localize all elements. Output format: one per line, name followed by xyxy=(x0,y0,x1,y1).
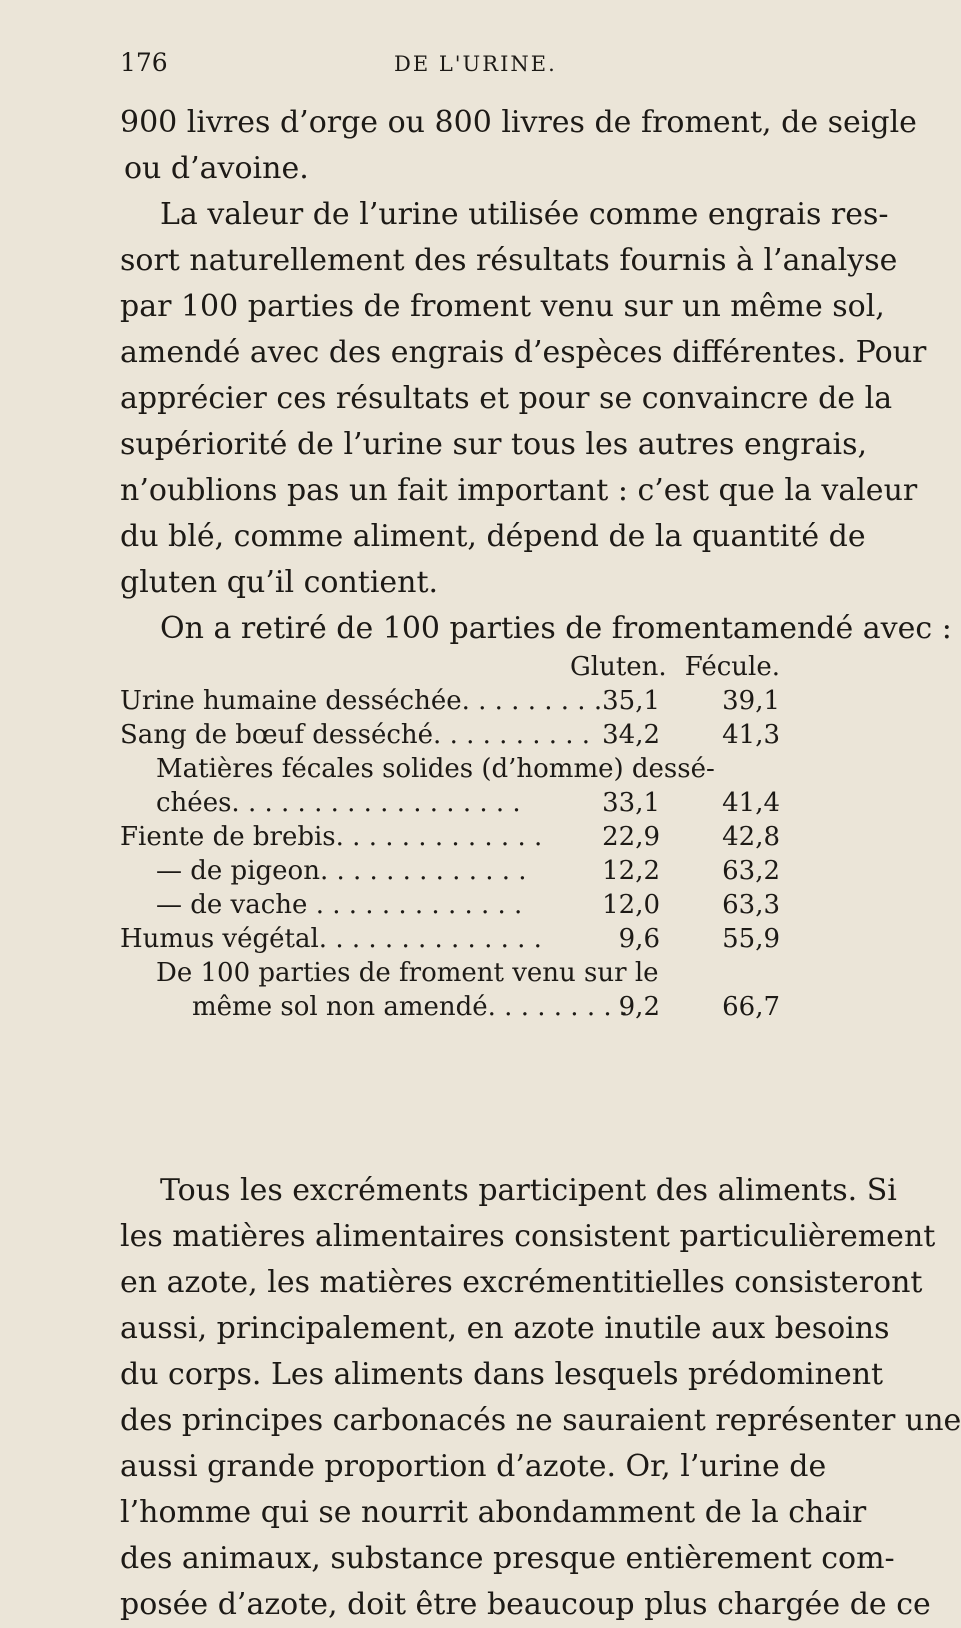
page-header xyxy=(120,48,780,78)
row-label: — de vache . . . . . . . . . . . . . xyxy=(156,890,523,920)
table-row xyxy=(120,752,780,786)
composition-table xyxy=(120,650,780,1024)
row-label: Sang de bœuf desséché. . . . . . . . . . xyxy=(120,720,591,750)
text-line: supériorité de l’urine sur tous les autres engrais, xyxy=(120,427,868,462)
text-line: par 100 parties de froment venu sur un même sol, xyxy=(120,289,885,324)
text-line: ou d’avoine. xyxy=(124,151,309,186)
table-row xyxy=(120,956,780,990)
fecule-value: 41,4 xyxy=(722,788,780,818)
row-label: Humus végétal. . . . . . . . . . . . . . xyxy=(120,924,542,954)
text-line: des principes carbonacés ne sauraient représenter une xyxy=(120,1403,961,1438)
text-line: en azote, les matières excrémentitielles consisteront xyxy=(120,1265,923,1300)
gluten-value: 9,6 xyxy=(618,924,660,954)
gluten-value: 33,1 xyxy=(602,788,660,818)
table-row xyxy=(120,820,780,854)
text-line: On a retiré de 100 parties de fromentamendé avec : xyxy=(160,611,952,646)
fecule-value: 63,3 xyxy=(722,890,780,920)
fecule-value: 41,3 xyxy=(722,720,780,750)
text-line: du corps. Les aliments dans lesquels prédominent xyxy=(120,1357,884,1392)
text-line: du blé, comme aliment, dépend de la quantité de xyxy=(120,519,866,554)
row-label: Urine humaine desséchée. . . . . . . . . xyxy=(120,686,603,716)
fecule-value: 55,9 xyxy=(722,924,780,954)
gluten-value: 34,2 xyxy=(602,720,660,750)
fecule-value: 42,8 xyxy=(722,822,780,852)
column-header-gluten: Gluten. xyxy=(570,652,667,682)
fecule-value: 39,1 xyxy=(722,686,780,716)
text-line: aussi grande proportion d’azote. Or, l’urine de xyxy=(120,1449,827,1484)
page-number: 176 xyxy=(120,48,168,77)
text-line: apprécier ces résultats et pour se convaincre de la xyxy=(120,381,893,416)
text-line: l’homme qui se nourrit abondamment de la chair xyxy=(120,1495,867,1530)
row-label: Matières fécales solides (d’homme) dessé- xyxy=(156,754,715,784)
text-line: les matières alimentaires consistent particulièrement xyxy=(120,1219,936,1254)
gluten-value: 35,1 xyxy=(602,686,660,716)
text-line: des animaux, substance presque entièrement com- xyxy=(120,1541,895,1576)
paragraph-3 xyxy=(120,1168,961,1628)
gluten-value: 12,0 xyxy=(602,890,660,920)
text-line: posée d’azote, doit être beaucoup plus chargée de ce xyxy=(120,1587,931,1622)
text-line: gluten qu’il contient. xyxy=(120,565,439,600)
table-row xyxy=(120,786,780,820)
row-label: même sol non amendé. . . . . . . . . xyxy=(192,992,629,1022)
text-line: n’oublions pas un fait important : c’est que la valeur xyxy=(120,473,918,508)
text-line: aussi, principalement, en azote inutile aux besoins xyxy=(120,1311,890,1346)
fecule-value: 63,2 xyxy=(722,856,780,886)
column-header-fecule: Fécule. xyxy=(684,652,780,682)
text-line: amendé avec des engrais d’espèces différentes. Pour xyxy=(120,335,927,370)
row-label: Fiente de brebis. . . . . . . . . . . . . xyxy=(120,822,543,852)
table-row xyxy=(120,922,780,956)
text-line: sort naturellement des résultats fournis à l’analyse xyxy=(120,243,898,278)
paragraph-2 xyxy=(120,192,952,652)
text-line: Tous les excréments participent des aliments. Si xyxy=(160,1173,897,1208)
paragraph-1 xyxy=(120,100,917,192)
table-row xyxy=(120,888,780,922)
table-row xyxy=(120,718,780,752)
text-line: La valeur de l’urine utilisée comme engrais res- xyxy=(160,197,889,232)
text-line: 900 livres d’orge ou 800 livres de froment, de seigle xyxy=(120,105,917,140)
gluten-value: 12,2 xyxy=(602,856,660,886)
row-label: chées. . . . . . . . . . . . . . . . . . xyxy=(156,788,521,818)
row-label: — de pigeon. . . . . . . . . . . . . xyxy=(156,856,527,886)
gluten-value: 22,9 xyxy=(602,822,660,852)
table-row xyxy=(120,684,780,718)
table-row xyxy=(120,854,780,888)
fecule-value: 66,7 xyxy=(722,992,780,1022)
running-title: DE L'URINE. xyxy=(394,52,557,76)
table-header-row xyxy=(120,650,780,684)
gluten-value: 9,2 xyxy=(618,992,660,1022)
table-row xyxy=(120,990,780,1024)
row-label: De 100 parties de froment venu sur le xyxy=(156,958,659,988)
